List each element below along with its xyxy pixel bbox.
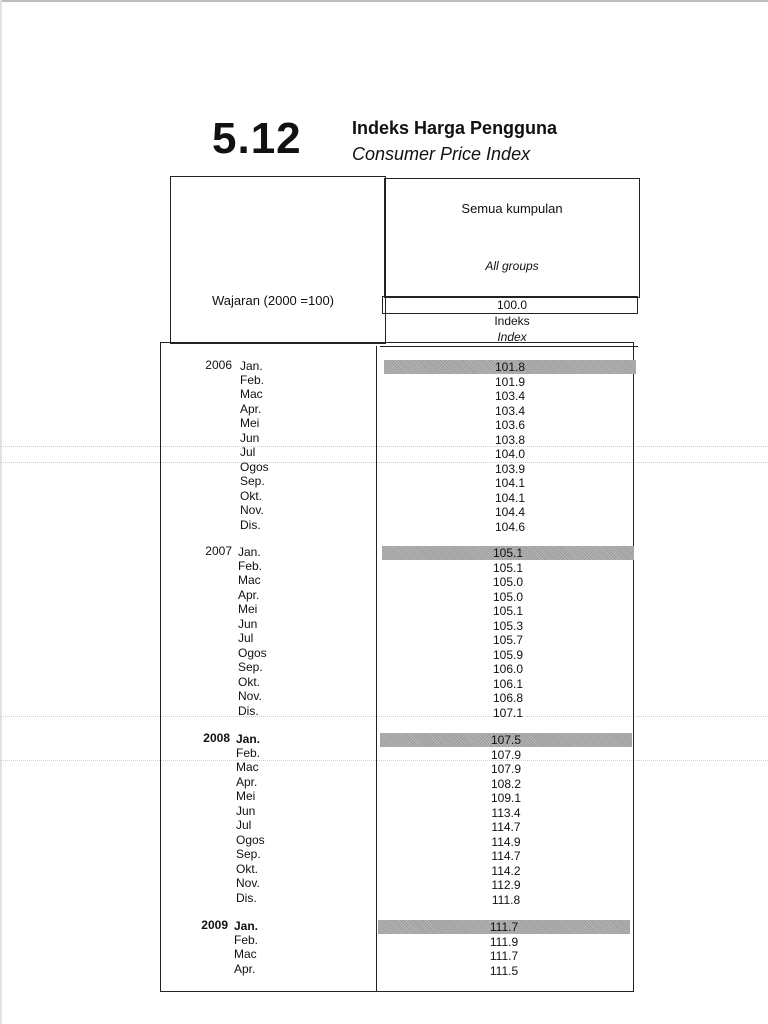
month-label: Dis. xyxy=(238,704,259,718)
index-value: 103.6 xyxy=(494,418,526,432)
index-value: 101.8 xyxy=(494,360,526,374)
month-label: Mac xyxy=(240,387,263,401)
column-header-malay: Semua kumpulan xyxy=(461,201,563,216)
index-value: 114.9 xyxy=(491,835,521,849)
month-label: Mac xyxy=(234,947,257,961)
index-value: 114.7 xyxy=(491,849,521,863)
scan-left-edge xyxy=(0,0,2,1024)
month-label: Mei xyxy=(240,416,260,430)
index-value: 103.4 xyxy=(494,389,526,403)
month-label: Feb. xyxy=(238,559,263,573)
index-value: 113.4 xyxy=(491,806,521,820)
index-value: 104.1 xyxy=(494,476,526,490)
month-label: Sep. xyxy=(236,847,261,861)
month-label: Mei xyxy=(238,602,258,616)
month-label: Feb. xyxy=(236,746,261,760)
month-label: Apr. xyxy=(240,402,262,416)
month-label: Jan. xyxy=(240,359,263,373)
month-label: Feb. xyxy=(240,373,265,387)
row-header-box xyxy=(170,176,386,344)
month-label: Dis. xyxy=(240,518,261,532)
index-value: 103.9 xyxy=(494,462,526,476)
table-number: 5.12 xyxy=(212,114,302,163)
index-value: 105.0 xyxy=(492,590,524,604)
month-label: Okt. xyxy=(240,489,263,503)
index-value: 111.7 xyxy=(489,949,519,963)
index-value: 107.9 xyxy=(490,748,522,762)
index-value: 106.1 xyxy=(492,677,524,691)
month-label: Ogos xyxy=(236,833,265,847)
month-label: Jan. xyxy=(236,732,261,746)
index-value: 105.9 xyxy=(492,648,524,662)
index-value: 114.2 xyxy=(491,864,521,878)
column-header-english: All groups xyxy=(485,259,539,273)
month-label: Okt. xyxy=(238,675,261,689)
index-value: 108.2 xyxy=(490,777,522,791)
scan-top-edge xyxy=(0,0,768,2)
unit-malay: Indeks xyxy=(494,314,530,328)
month-label: Nov. xyxy=(238,689,262,703)
index-value: 103.8 xyxy=(494,433,526,447)
month-label: Okt. xyxy=(236,862,259,876)
month-label: Jul xyxy=(240,445,256,459)
index-value: 101.9 xyxy=(494,375,526,389)
index-value: 103.4 xyxy=(494,404,526,418)
month-label: Sep. xyxy=(240,474,265,488)
month-label: Jan. xyxy=(238,545,261,559)
column-divider xyxy=(376,346,377,992)
month-label: Feb. xyxy=(234,933,259,947)
index-value: 105.0 xyxy=(492,575,524,589)
index-value: 105.1 xyxy=(492,604,524,618)
index-value: 105.3 xyxy=(492,619,524,633)
index-value: 111.9 xyxy=(489,935,519,949)
month-label: Jul xyxy=(236,818,252,832)
index-value: 104.1 xyxy=(494,491,526,505)
index-value: 105.1 xyxy=(492,561,524,575)
index-value: 104.6 xyxy=(494,520,526,534)
index-value: 109.1 xyxy=(490,791,522,805)
year-label: 2009 xyxy=(201,918,228,932)
month-label: Jul xyxy=(238,631,254,645)
month-label: Mac xyxy=(236,760,259,774)
month-label: Sep. xyxy=(238,660,263,674)
index-value: 105.1 xyxy=(492,546,524,560)
weight-value: 100.0 xyxy=(496,298,528,312)
month-label: Nov. xyxy=(236,876,260,890)
title-malay: Indeks Harga Pengguna xyxy=(352,118,558,138)
index-value: 114.7 xyxy=(491,820,521,834)
year-label: 2007 xyxy=(205,544,232,558)
column-header-box xyxy=(384,178,640,298)
month-label: Apr. xyxy=(238,588,260,602)
index-value: 111.5 xyxy=(489,964,519,978)
month-label: Mei xyxy=(236,789,256,803)
weight-label: Wajaran (2000 =100) xyxy=(212,293,335,308)
month-label: Ogos xyxy=(238,646,267,660)
month-label: Dis. xyxy=(236,891,257,905)
title-english: Consumer Price Index xyxy=(352,144,531,164)
index-value: 107.1 xyxy=(492,706,524,720)
index-value: 106.8 xyxy=(492,691,524,705)
index-value: 105.7 xyxy=(492,633,524,647)
index-value: 111.7 xyxy=(489,920,519,934)
month-label: Nov. xyxy=(240,503,264,517)
index-value: 104.0 xyxy=(494,447,526,461)
index-value: 106.0 xyxy=(492,662,524,676)
year-label: 2008 xyxy=(203,731,230,745)
year-label: 2006 xyxy=(205,358,232,372)
index-value: 104.4 xyxy=(494,505,526,519)
data-top-rule xyxy=(380,346,638,347)
unit-english: Index xyxy=(497,330,527,344)
month-label: Jun xyxy=(238,617,258,631)
month-label: Apr. xyxy=(236,775,258,789)
month-label: Jun xyxy=(236,804,256,818)
index-value: 107.9 xyxy=(490,762,522,776)
index-value: 112.9 xyxy=(491,878,521,892)
month-label: Ogos xyxy=(240,460,269,474)
month-label: Mac xyxy=(238,573,261,587)
month-label: Jun xyxy=(240,431,260,445)
index-value: 107.5 xyxy=(490,733,522,747)
month-label: Jan. xyxy=(234,919,259,933)
index-value: 111.8 xyxy=(491,893,521,907)
month-label: Apr. xyxy=(234,962,256,976)
